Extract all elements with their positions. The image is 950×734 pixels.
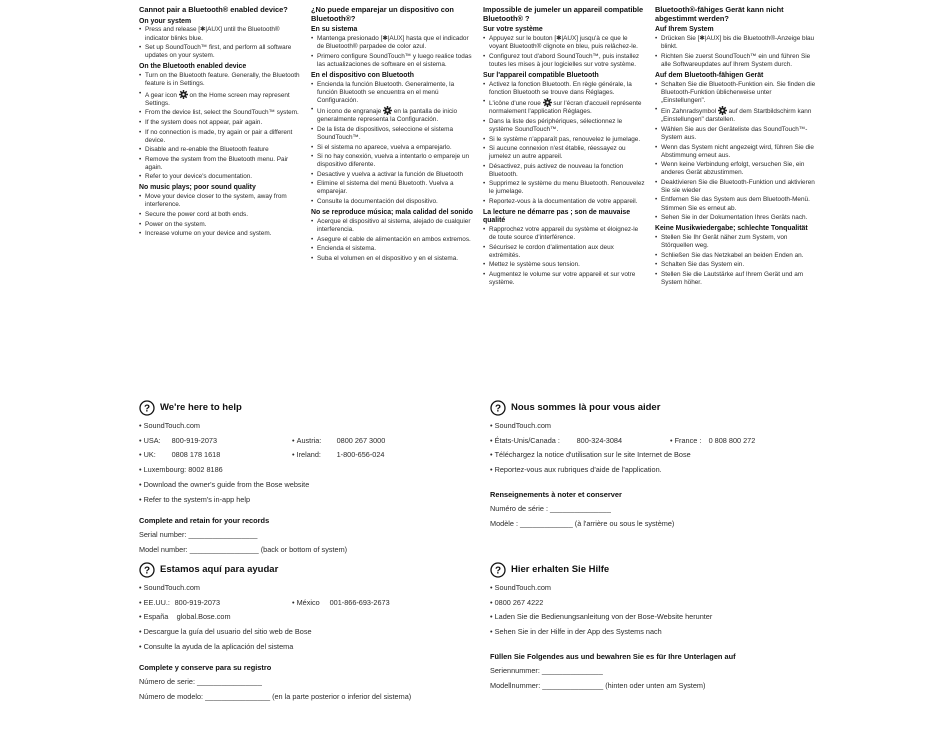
inapp-line: • Refer to the system's in-app help <box>139 494 251 504</box>
phone-line: • 0800 267 4222 <box>490 597 544 607</box>
help-title-row <box>139 562 469 578</box>
help-title: Hier erhalten Sie Hilfe <box>511 564 610 576</box>
svg-text:?: ? <box>143 565 151 577</box>
website-link[interactable]: SoundTouch.com <box>143 583 200 592</box>
troubleshoot-list <box>655 81 817 223</box>
troubleshoot-list-item: • Si no hay conexión, vuelva a intentarlo o empareje un dispositivo diferente. <box>311 153 473 169</box>
luxembourg-line: • Luxembourg: 8002 8186 <box>139 465 223 475</box>
troubleshoot-list-item: • Press and release [✱|AUX] until the Bluetooth® indicator blinks blue. <box>139 26 301 42</box>
serial-number-field: Serial number: _________________ <box>139 529 258 539</box>
troubleshoot-list-item: • Sécurisez le cordon d'alimentation aux deux extrémités. <box>483 244 645 260</box>
help-title-row <box>139 400 469 416</box>
troubleshoot-list-item: • Asegure el cable de alimentación en ambos extremos. <box>311 236 473 244</box>
troubleshoot-column-es <box>311 6 473 264</box>
troubleshoot-list-item: • Richten Sie zuerst SoundTouch™ ein und führen Sie alle Softwareupdates auf Ihrem System durch. <box>655 53 817 69</box>
espana-line: • España global.Bose.com <box>139 612 231 622</box>
troubleshoot-list-item: • Power on the system. <box>139 221 301 229</box>
troubleshoot-list-item: • Wenn das System nicht angezeigt wird, führen Sie die Abstimmung erneut aus. <box>655 144 817 160</box>
subsection-heading: Sur votre système <box>483 26 543 34</box>
gear-icon <box>383 106 392 115</box>
troubleshoot-list <box>311 81 473 206</box>
website-link[interactable]: SoundTouch.com <box>143 421 200 430</box>
troubleshoot-list-item: • Deaktivieren Sie die Bluetooth-Funktion und aktivieren Sie sie wieder <box>655 179 817 195</box>
guide-line: • Download the owner's guide from the Bose website <box>139 479 310 489</box>
troubleshoot-list-item: • Refer to your device's documentation. <box>139 173 301 181</box>
serial-number-field: Seriennummer: _______________ <box>490 666 603 676</box>
section-heading: Impossible de jumeler un appareil compatible Bluetooth® ? <box>483 5 644 23</box>
help-title: Nous sommes là pour vous aider <box>511 402 661 414</box>
phone-line: • EE.UU.: 800-919-2073 • México 001-866-693-2673 <box>139 597 390 607</box>
svg-text:?: ? <box>143 403 151 415</box>
troubleshoot-list-item: • If the system does not appear, pair again. <box>139 119 301 127</box>
troubleshoot-list-item: • Move your device closer to the system, away from interference. <box>139 193 301 209</box>
subsection-heading: En su sistema <box>311 26 358 34</box>
model-number-field: Modellnummer: _______________ (hinten oder unten am System) <box>490 681 706 691</box>
section-heading: Cannot pair a Bluetooth® enabled device? <box>139 5 288 14</box>
help-title-row <box>490 400 820 416</box>
troubleshoot-list-item: • Stellen Sie Ihr Gerät näher zum System, von Störquellen weg. <box>655 234 817 250</box>
troubleshoot-list-item: • Acerque el dispositivo al sistema, alejado de cualquier interferencia. <box>311 218 473 234</box>
subsection-heading: No se reproduce música; mala calidad del sonido <box>311 209 473 217</box>
troubleshoot-list <box>483 226 645 287</box>
records-title: Complete and retain for your records <box>139 515 270 525</box>
troubleshoot-column-fr <box>483 6 645 288</box>
troubleshoot-list-item: • Sehen Sie in der Dokumentation Ihres Geräts nach. <box>655 214 817 222</box>
subsection-heading: La lecture ne démarre pas ; son de mauvaise qualité <box>483 209 631 224</box>
troubleshoot-list-item: • Si aucune connexion n'est établie, réessayez ou jumelez un autre appareil. <box>483 145 645 161</box>
country-france: France : <box>674 435 702 445</box>
phone-usa: 800-919-2073 <box>171 435 218 445</box>
troubleshoot-list-item: • Stellen Sie die Lautstärke auf Ihrem Gerät und am System höher. <box>655 271 817 287</box>
troubleshoot-list <box>311 218 473 263</box>
phone-line: • USA: 800-919-2073 • Austria: 0800 267 3000 <box>139 435 386 445</box>
serial-number-field: Número de serie: ________________ <box>139 677 262 687</box>
troubleshoot-list-item: • Desactive y vuelva a activar la función de Bluetooth <box>311 171 473 179</box>
subsection-heading: Keine Musikwiedergabe; schlechte Tonqualität <box>655 225 808 233</box>
troubleshoot-list-item: • Entfernen Sie das System aus dem Bluetooth-Menü. Stimmen Sie es erneut ab. <box>655 196 817 212</box>
troubleshoot-list-item: • Désactivez, puis activez de nouveau la fonction Bluetooth. <box>483 163 645 179</box>
troubleshoot-list-item: • Schalten Sie die Bluetooth-Funktion ein. Sie finden die Bluetooth-Funktion üblicherweise unter „Einstellungen". <box>655 81 817 105</box>
model-number-field: Número de modelo: ________________ (en la parte posterior o inferior del sistema) <box>139 691 412 701</box>
subsection-heading: No music plays; poor sound quality <box>139 184 256 192</box>
troubleshoot-list-item: • If no connection is made, try again or pair a different device. <box>139 129 301 145</box>
troubleshoot-list-item: • Wählen Sie aus der Geräteliste das SoundTouch™-System aus. <box>655 126 817 142</box>
help-section-en <box>139 400 469 559</box>
download-line: • Téléchargez la notice d'utilisation sur le site Internet de Bose <box>490 450 691 460</box>
gear-icon <box>543 98 552 107</box>
phone-mexico: 001-866-693-2673 <box>329 597 390 607</box>
phone-uk: 0808 178 1618 <box>171 450 221 460</box>
records-title: Complete y conserve para su registro <box>139 662 272 672</box>
troubleshoot-list <box>483 81 645 206</box>
subsection-heading: En el dispositivo con Bluetooth <box>311 71 414 79</box>
gear-icon <box>179 90 188 99</box>
phone-france: 0 808 800 272 <box>708 435 756 445</box>
svg-text:?: ? <box>494 403 502 415</box>
troubleshoot-column-de <box>655 6 817 288</box>
website-link[interactable]: SoundTouch.com <box>494 421 551 430</box>
country-uk: UK: <box>143 450 156 460</box>
troubleshoot-list <box>655 35 817 69</box>
troubleshoot-list-item: • Mettez le système sous tension. <box>483 261 645 269</box>
website-line: • SoundTouch.com <box>490 583 551 592</box>
troubleshoot-list-item: • Ein Zahnradsymbol auf dem Startbildschirm kann „Einstellungen" darstellen. <box>655 106 817 124</box>
subsection-heading: Sur l'appareil compatible Bluetooth <box>483 71 599 79</box>
records-title: Füllen Sie Folgendes aus und bewahren Sie es für Ihre Unterlagen auf <box>490 652 736 662</box>
troubleshoot-list-item: • From the device list, select the SoundTouch™ system. <box>139 109 301 117</box>
phone-de: 0800 267 4222 <box>494 597 544 607</box>
help-section-de <box>490 562 820 696</box>
phone-ireland: 1-800-656-024 <box>336 450 385 460</box>
troubleshoot-list-item: • Rapprochez votre appareil du système et éloignez-le de toute source d'interférence. <box>483 226 645 242</box>
country-eeuu: EE.UU.: <box>143 597 170 607</box>
help-section-es <box>139 562 469 707</box>
country-usa: USA: <box>143 435 161 445</box>
country-ireland: Ireland: <box>296 450 321 460</box>
section-heading: Bluetooth®-fähiges Gerät kann nicht abgestimmt werden? <box>655 5 784 23</box>
model-number-field: Modèle : _____________ (à l'arrière ou sous le système) <box>490 519 675 529</box>
troubleshoot-list-item: • Activez la fonction Bluetooth. En règle générale, la fonction Bluetooth se trouve dans Réglages. <box>483 81 645 97</box>
help-line: • Consulte la ayuda de la aplicación del sistema <box>139 641 294 651</box>
website-link[interactable]: SoundTouch.com <box>494 583 551 592</box>
help-line: • Sehen Sie in der Hilfe in der App des Systems nach <box>490 627 662 637</box>
troubleshoot-list-item: • Appuyez sur le bouton [✱|AUX] jusqu'à ce que le voyant Bluetooth® clignote en bleu, puis relâchez-le. <box>483 35 645 51</box>
serial-number-field: Numéro de série : _______________ <box>490 504 611 514</box>
guide-line: • Descargue la guía del usuario del sitio web de Bose <box>139 627 312 637</box>
troubleshoot-list-item: • Mantenga presionado [✱|AUX] hasta que el indicador de Bluetooth® parpadee de color azul. <box>311 35 473 51</box>
help-title: We're here to help <box>160 402 242 414</box>
website-line: • SoundTouch.com <box>139 421 200 430</box>
subsection-heading: Auf dem Bluetooth-fähigen Gerät <box>655 71 764 79</box>
troubleshoot-list-item: • Si el sistema no aparece, vuelva a emparejarlo. <box>311 144 473 152</box>
troubleshoot-column-en <box>139 6 301 240</box>
troubleshoot-list-item: • Encienda el sistema. <box>311 245 473 253</box>
espana-site-link[interactable]: global.Bose.com <box>176 612 231 622</box>
troubleshoot-list-item: • A gear icon on the Home screen may represent Settings. <box>139 90 301 108</box>
records-title: Renseignements à noter et conserver <box>490 490 622 500</box>
troubleshoot-list-item: • Disable and re-enable the Bluetooth feature <box>139 146 301 154</box>
troubleshoot-list <box>483 35 645 69</box>
troubleshoot-list-item: • Primero configure SoundTouch™ y luego realice todas las actualizaciones de software en el sistema. <box>311 53 473 69</box>
troubleshoot-list-item: • Dans la liste des périphériques, sélectionnez le système SoundTouch™. <box>483 118 645 134</box>
phone-line: • États-Unis/Canada : 800-324-3084 • France : 0 808 800 272 <box>490 435 756 445</box>
troubleshoot-list-item: • Un icono de engranaje en la pantalla de inicio generalmente representa la Configuración. <box>311 106 473 124</box>
phone-austria: 0800 267 3000 <box>336 435 386 445</box>
troubleshoot-list-item: • Augmentez le volume sur votre appareil et sur votre système. <box>483 271 645 287</box>
phone-eeuu: 800-919-2073 <box>174 597 221 607</box>
help-question-icon <box>139 562 155 578</box>
troubleshoot-list-item: • Supprimez le système du menu Bluetooth. Renouvelez le jumelage. <box>483 180 645 196</box>
model-number-field: Model number: _________________ (back or bottom of system) <box>139 544 348 554</box>
troubleshoot-list-item: • Reportez-vous à la documentation de votre appareil. <box>483 198 645 206</box>
help-question-icon <box>490 400 506 416</box>
subsection-heading: Auf Ihrem System <box>655 26 714 34</box>
troubleshoot-list-item: • Encienda la función Bluetooth. Generalmente, la función Bluetooth se encuentra en el menú Configuración. <box>311 81 473 105</box>
subsection-heading: On the Bluetooth enabled device <box>139 63 247 71</box>
help-line: • Reportez-vous aux rubriques d'aide de l'application. <box>490 465 662 475</box>
help-title: Estamos aquí para ayudar <box>160 564 279 576</box>
troubleshoot-list-item: • De la lista de dispositivos, seleccione el sistema SoundTouch™. <box>311 126 473 142</box>
troubleshoot-list-item: • Remove the system from the Bluetooth menu. Pair again. <box>139 156 301 172</box>
troubleshoot-list-item: • L'icône d'une roue sur l'écran d'accueil représente normalement l'application Réglages. <box>483 98 645 116</box>
country-espana: España <box>143 612 169 622</box>
troubleshoot-list <box>139 72 301 181</box>
svg-text:?: ? <box>494 565 502 577</box>
subsection-heading: On your system <box>139 17 192 25</box>
country-austria: Austria: <box>296 435 322 445</box>
troubleshoot-list-item: • Increase volume on your device and system. <box>139 230 301 238</box>
troubleshoot-list-item: • Set up SoundTouch™ first, and perform all software updates on your system. <box>139 44 301 60</box>
download-line: • Laden Sie die Bedienungsanleitung von der Bose-Website herunter <box>490 612 713 622</box>
troubleshoot-list-item: • Turn on the Bluetooth feature. Generally, the Bluetooth feature is in Settings. <box>139 72 301 88</box>
troubleshoot-list-item: • Elimine el sistema del menú Bluetooth. Vuelva a emparejar. <box>311 180 473 196</box>
troubleshoot-list-item: • Si le système n'apparaît pas, renouvelez le jumelage. <box>483 136 645 144</box>
troubleshoot-list <box>139 26 301 60</box>
country-mexico: México <box>296 597 320 607</box>
troubleshoot-list-item: • Drücken Sie [✱|AUX] bis die Bluetooth®-Anzeige blau blinkt. <box>655 35 817 51</box>
help-section-fr <box>490 400 820 534</box>
gear-icon <box>718 106 727 115</box>
country-us-canada: États-Unis/Canada : <box>494 435 560 445</box>
website-line: • SoundTouch.com <box>490 421 551 430</box>
help-question-icon <box>490 562 506 578</box>
troubleshoot-list-item: • Schalten Sie das System ein. <box>655 261 817 269</box>
section-heading: ¿No puede emparejar un dispositivo con Bluetooth®? <box>311 5 454 23</box>
troubleshoot-list-item: • Configurez tout d'abord SoundTouch™, puis installez toutes les mises à jour logicielles sur votre système. <box>483 53 645 69</box>
phone-line: • UK: 0808 178 1618 • Ireland: 1-800-656-024 <box>139 450 385 460</box>
website-line: • SoundTouch.com <box>139 583 200 592</box>
help-title-row <box>490 562 820 578</box>
troubleshoot-list-item: • Schließen Sie das Netzkabel an beiden Enden an. <box>655 252 817 260</box>
troubleshoot-list <box>139 193 301 238</box>
help-question-icon <box>139 400 155 416</box>
troubleshoot-list-item: • Consulte la documentación del dispositivo. <box>311 198 473 206</box>
troubleshoot-list-item: • Secure the power cord at both ends. <box>139 211 301 219</box>
troubleshoot-list-item: • Suba el volumen en el dispositivo y en el sistema. <box>311 255 473 263</box>
troubleshoot-list-item: • Wenn keine Verbindung erfolgt, versuchen Sie, ein anderes Gerät abzustimmen. <box>655 161 817 177</box>
phone-us-canada: 800-324-3084 <box>576 435 623 445</box>
troubleshoot-list <box>311 35 473 69</box>
troubleshoot-list <box>655 234 817 287</box>
